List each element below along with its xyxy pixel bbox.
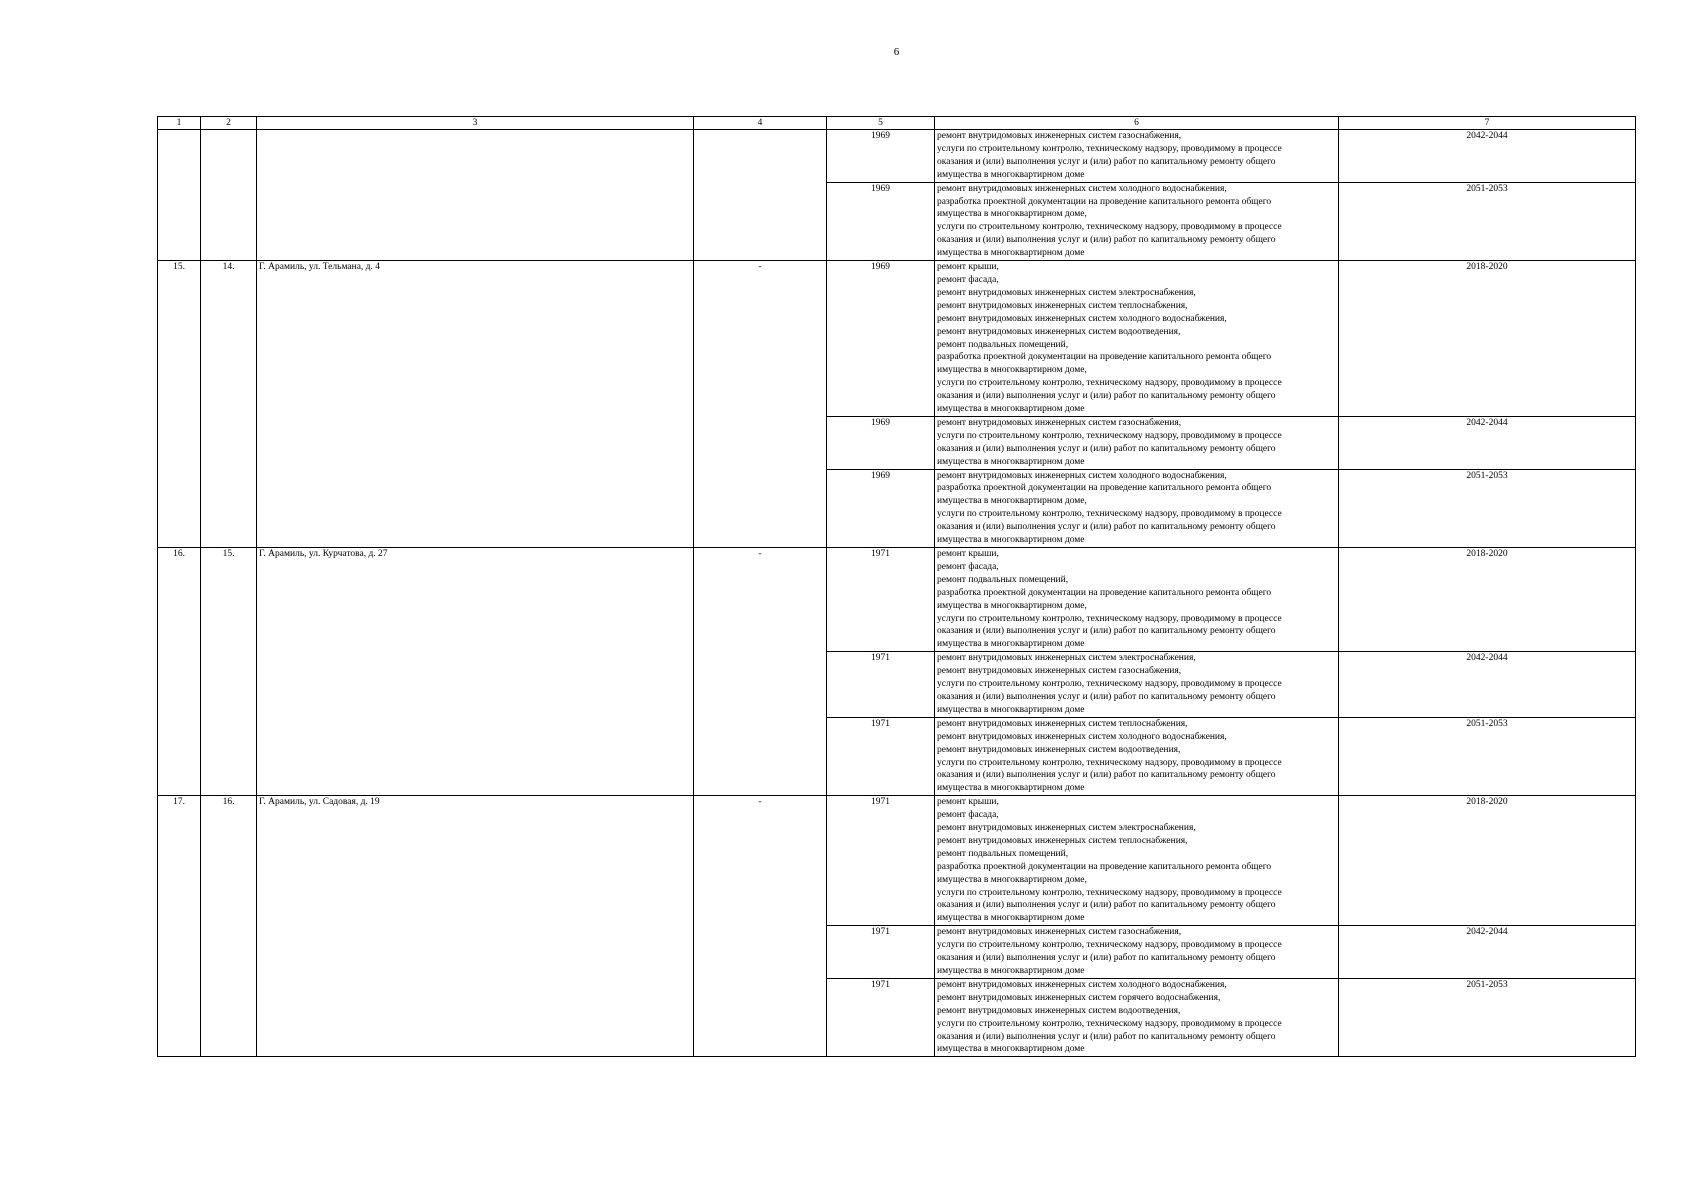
work-item: ремонт крыши, [937, 549, 999, 559]
row-number-cell: 15. [158, 261, 201, 548]
works-cell [935, 548, 1339, 652]
header-row [158, 117, 1636, 130]
column-4-cell: - [694, 796, 827, 1057]
year-cell: 1971 [827, 548, 935, 652]
period-cell: 2051-2053 [1339, 717, 1636, 795]
work-item: ремонт внутридомовых инженерных систем холодного водоснабжения, [937, 313, 1227, 324]
table-row [158, 796, 1636, 926]
work-item: услуги по строительному контролю, техническому надзору, проводимому в процессе [937, 757, 1282, 768]
work-item: оказания и (или) выполнения услуг и (или) работ по капитальному ремонту общего [937, 900, 1276, 911]
work-item: имущества в многоквартирном доме, [937, 496, 1087, 507]
table-row [158, 548, 1636, 652]
year-cell: 1969 [827, 182, 935, 260]
header-cell-4: 4 [694, 117, 827, 130]
work-item: услуги по строительному контролю, техническому надзору, проводимому в процессе [937, 613, 1282, 624]
work-item: имущества в многоквартирном доме, [937, 600, 1087, 611]
page-number: 6 [893, 46, 900, 58]
year-cell: 1969 [827, 130, 935, 183]
work-item: имущества в многоквартирном доме [937, 1044, 1085, 1055]
year-cell: 1971 [827, 652, 935, 718]
work-item: имущества в многоквартирном доме [937, 404, 1085, 415]
work-item: ремонт подвальных помещений, [937, 339, 1069, 350]
period-cell: 2018-2020 [1339, 796, 1636, 926]
year-cell: 1971 [827, 978, 935, 1056]
works-cell [935, 796, 1339, 926]
work-item: оказания и (или) выполнения услуг и (или) работ по капитальному ремонту общего [937, 770, 1276, 781]
work-item: ремонт внутридомовых инженерных систем теплоснабжения, [937, 835, 1188, 846]
list-number-cell: 16. [201, 796, 257, 1057]
column-4-cell [694, 130, 827, 261]
work-item: услуги по строительному контролю, техническому надзору, проводимому в процессе [937, 222, 1282, 233]
work-item: имущества в многоквартирном доме [937, 704, 1085, 715]
work-item: ремонт внутридомовых инженерных систем теплоснабжения, [937, 718, 1188, 729]
work-item: ремонт внутридомовых инженерных систем водоотведения, [937, 744, 1181, 755]
header-cell-3: 3 [257, 117, 694, 130]
work-item: имущества в многоквартирном доме [937, 639, 1085, 650]
header-cell-5: 5 [827, 117, 935, 130]
row-number-cell: 16. [158, 548, 201, 796]
capital-repair-table [157, 116, 1636, 1057]
work-item: ремонт фасада, [937, 274, 999, 285]
works-cell [935, 652, 1339, 718]
works-cell [935, 717, 1339, 795]
period-cell: 2042-2044 [1339, 130, 1636, 183]
work-item: услуги по строительному контролю, техническому надзору, проводимому в процессе [937, 143, 1282, 154]
column-4-cell: - [694, 261, 827, 548]
work-item: разработка проектной документации на проведение капитального ремонта общего [937, 587, 1272, 598]
works-cell [935, 469, 1339, 547]
work-item: ремонт фасада, [937, 810, 999, 821]
header-cell-1: 1 [158, 117, 201, 130]
work-item: ремонт внутридомовых инженерных систем холодного водоснабжения, [937, 183, 1227, 194]
work-item: оказания и (или) выполнения услуг и (или) работ по капитальному ремонту общего [937, 443, 1276, 454]
work-item: ремонт внутридомовых инженерных систем электроснабжения, [937, 653, 1196, 664]
list-number-cell [201, 130, 257, 261]
period-cell: 2018-2020 [1339, 261, 1636, 417]
period-cell: 2051-2053 [1339, 978, 1636, 1056]
row-number-cell: 17. [158, 796, 201, 1057]
work-item: имущества в многоквартирном доме [937, 248, 1085, 259]
table-body [158, 130, 1636, 1057]
year-cell: 1971 [827, 926, 935, 979]
list-number-cell: 14. [201, 261, 257, 548]
work-item: оказания и (или) выполнения услуг и (или) работ по капитальному ремонту общего [937, 156, 1276, 167]
row-number-cell [158, 130, 201, 261]
work-item: имущества в многоквартирном доме [937, 535, 1085, 546]
work-item: оказания и (или) выполнения услуг и (или) работ по капитальному ремонту общего [937, 235, 1276, 246]
work-item: услуги по строительному контролю, техническому надзору, проводимому в процессе [937, 1018, 1282, 1029]
work-item: имущества в многоквартирном доме [937, 456, 1085, 467]
work-item: имущества в многоквартирном доме, [937, 874, 1087, 885]
work-item: услуги по строительному контролю, техническому надзору, проводимому в процессе [937, 940, 1282, 951]
work-item: услуги по строительному контролю, техническому надзору, проводимому в процессе [937, 378, 1282, 389]
work-item: имущества в многоквартирном доме [937, 966, 1085, 976]
period-cell: 2051-2053 [1339, 182, 1636, 260]
year-cell: 1969 [827, 261, 935, 417]
works-cell [935, 182, 1339, 260]
work-item: ремонт внутридомовых инженерных систем электроснабжения, [937, 287, 1196, 298]
work-item: оказания и (или) выполнения услуг и (или) работ по капитальному ремонту общего [937, 522, 1276, 533]
works-cell [935, 416, 1339, 469]
work-item: ремонт внутридомовых инженерных систем газоснабжения, [937, 417, 1182, 428]
work-item: имущества в многоквартирном доме [937, 913, 1085, 924]
work-item: ремонт внутридомовых инженерных систем водоотведения, [937, 1005, 1181, 1016]
year-cell: 1969 [827, 469, 935, 547]
table-row [158, 261, 1636, 417]
address-cell: Г. Арамиль, ул. Садовая, д. 19 [257, 796, 694, 1057]
work-item: оказания и (или) выполнения услуг и (или) работ по капитальному ремонту общего [937, 626, 1276, 637]
work-item: имущества в многоквартирном доме [937, 783, 1085, 794]
work-item: услуги по строительному контролю, техническому надзору, проводимому в процессе [937, 509, 1282, 520]
period-cell: 2042-2044 [1339, 416, 1636, 469]
work-item: разработка проектной документации на проведение капитального ремонта общего [937, 483, 1272, 494]
year-cell: 1971 [827, 796, 935, 926]
work-item: услуги по строительному контролю, техническому надзору, проводимому в процессе [937, 887, 1282, 898]
address-cell [257, 130, 694, 261]
header-cell-2: 2 [201, 117, 257, 130]
work-item: ремонт внутридомовых инженерных систем холодного водоснабжения, [937, 470, 1227, 481]
work-item: оказания и (или) выполнения услуг и (или) работ по капитальному ремонту общего [937, 1031, 1276, 1042]
work-item: ремонт внутридомовых инженерных систем горячего водоснабжения, [937, 992, 1221, 1003]
work-item: ремонт внутридомовых инженерных систем водоотведения, [937, 326, 1181, 337]
work-item: имущества в многоквартирном доме, [937, 365, 1087, 376]
work-item: оказания и (или) выполнения услуг и (или) работ по капитальному ремонту общего [937, 953, 1276, 964]
table-row [158, 130, 1636, 183]
period-cell: 2042-2044 [1339, 926, 1636, 979]
work-item: разработка проектной документации на проведение капитального ремонта общего [937, 352, 1272, 363]
work-item: ремонт внутридомовых инженерных систем газоснабжения, [937, 666, 1182, 677]
header-cell-6: 6 [935, 117, 1339, 130]
address-cell: Г. Арамиль, ул. Тельмана, д. 4 [257, 261, 694, 548]
period-cell: 2042-2044 [1339, 652, 1636, 718]
period-cell: 2051-2053 [1339, 469, 1636, 547]
work-item: оказания и (или) выполнения услуг и (или) работ по капитальному ремонту общего [937, 691, 1276, 702]
work-item: ремонт внутридомовых инженерных систем холодного водоснабжения, [937, 731, 1227, 742]
work-item: разработка проектной документации на проведение капитального ремонта общего [937, 861, 1272, 872]
header-cell-7: 7 [1339, 117, 1636, 130]
work-item: ремонт внутридомовых инженерных систем теплоснабжения, [937, 300, 1188, 311]
work-item: имущества в многоквартирном доме, [937, 209, 1087, 220]
column-4-cell: - [694, 548, 827, 796]
address-cell: Г. Арамиль, ул. Курчатова, д. 27 [257, 548, 694, 796]
works-cell [935, 978, 1339, 1056]
work-item: ремонт внутридомовых инженерных систем электроснабжения, [937, 823, 1196, 834]
work-item: услуги по строительному контролю, техническому надзору, проводимому в процессе [937, 679, 1282, 690]
work-item: ремонт крыши, [937, 262, 999, 273]
work-item: ремонт подвальных помещений, [937, 848, 1069, 859]
period-cell: 2018-2020 [1339, 548, 1636, 652]
works-cell [935, 130, 1339, 183]
year-cell: 1971 [827, 717, 935, 795]
work-item: имущества в многоквартирном доме [937, 169, 1085, 180]
work-item: ремонт фасада, [937, 561, 999, 572]
work-item: ремонт внутридомовых инженерных систем газоснабжения, [937, 927, 1182, 938]
work-item: ремонт внутридомовых инженерных систем газоснабжения, [937, 131, 1182, 141]
work-item: ремонт внутридомовых инженерных систем холодного водоснабжения, [937, 979, 1227, 990]
work-item: ремонт подвальных помещений, [937, 574, 1069, 585]
work-item: услуги по строительному контролю, техническому надзору, проводимому в процессе [937, 430, 1282, 441]
work-item: ремонт крыши, [937, 797, 999, 808]
year-cell: 1969 [827, 416, 935, 469]
works-cell [935, 926, 1339, 979]
list-number-cell: 15. [201, 548, 257, 796]
work-item: разработка проектной документации на проведение капитального ремонта общего [937, 196, 1272, 207]
work-item: оказания и (или) выполнения услуг и (или) работ по капитальному ремонту общего [937, 391, 1276, 402]
works-cell [935, 261, 1339, 417]
